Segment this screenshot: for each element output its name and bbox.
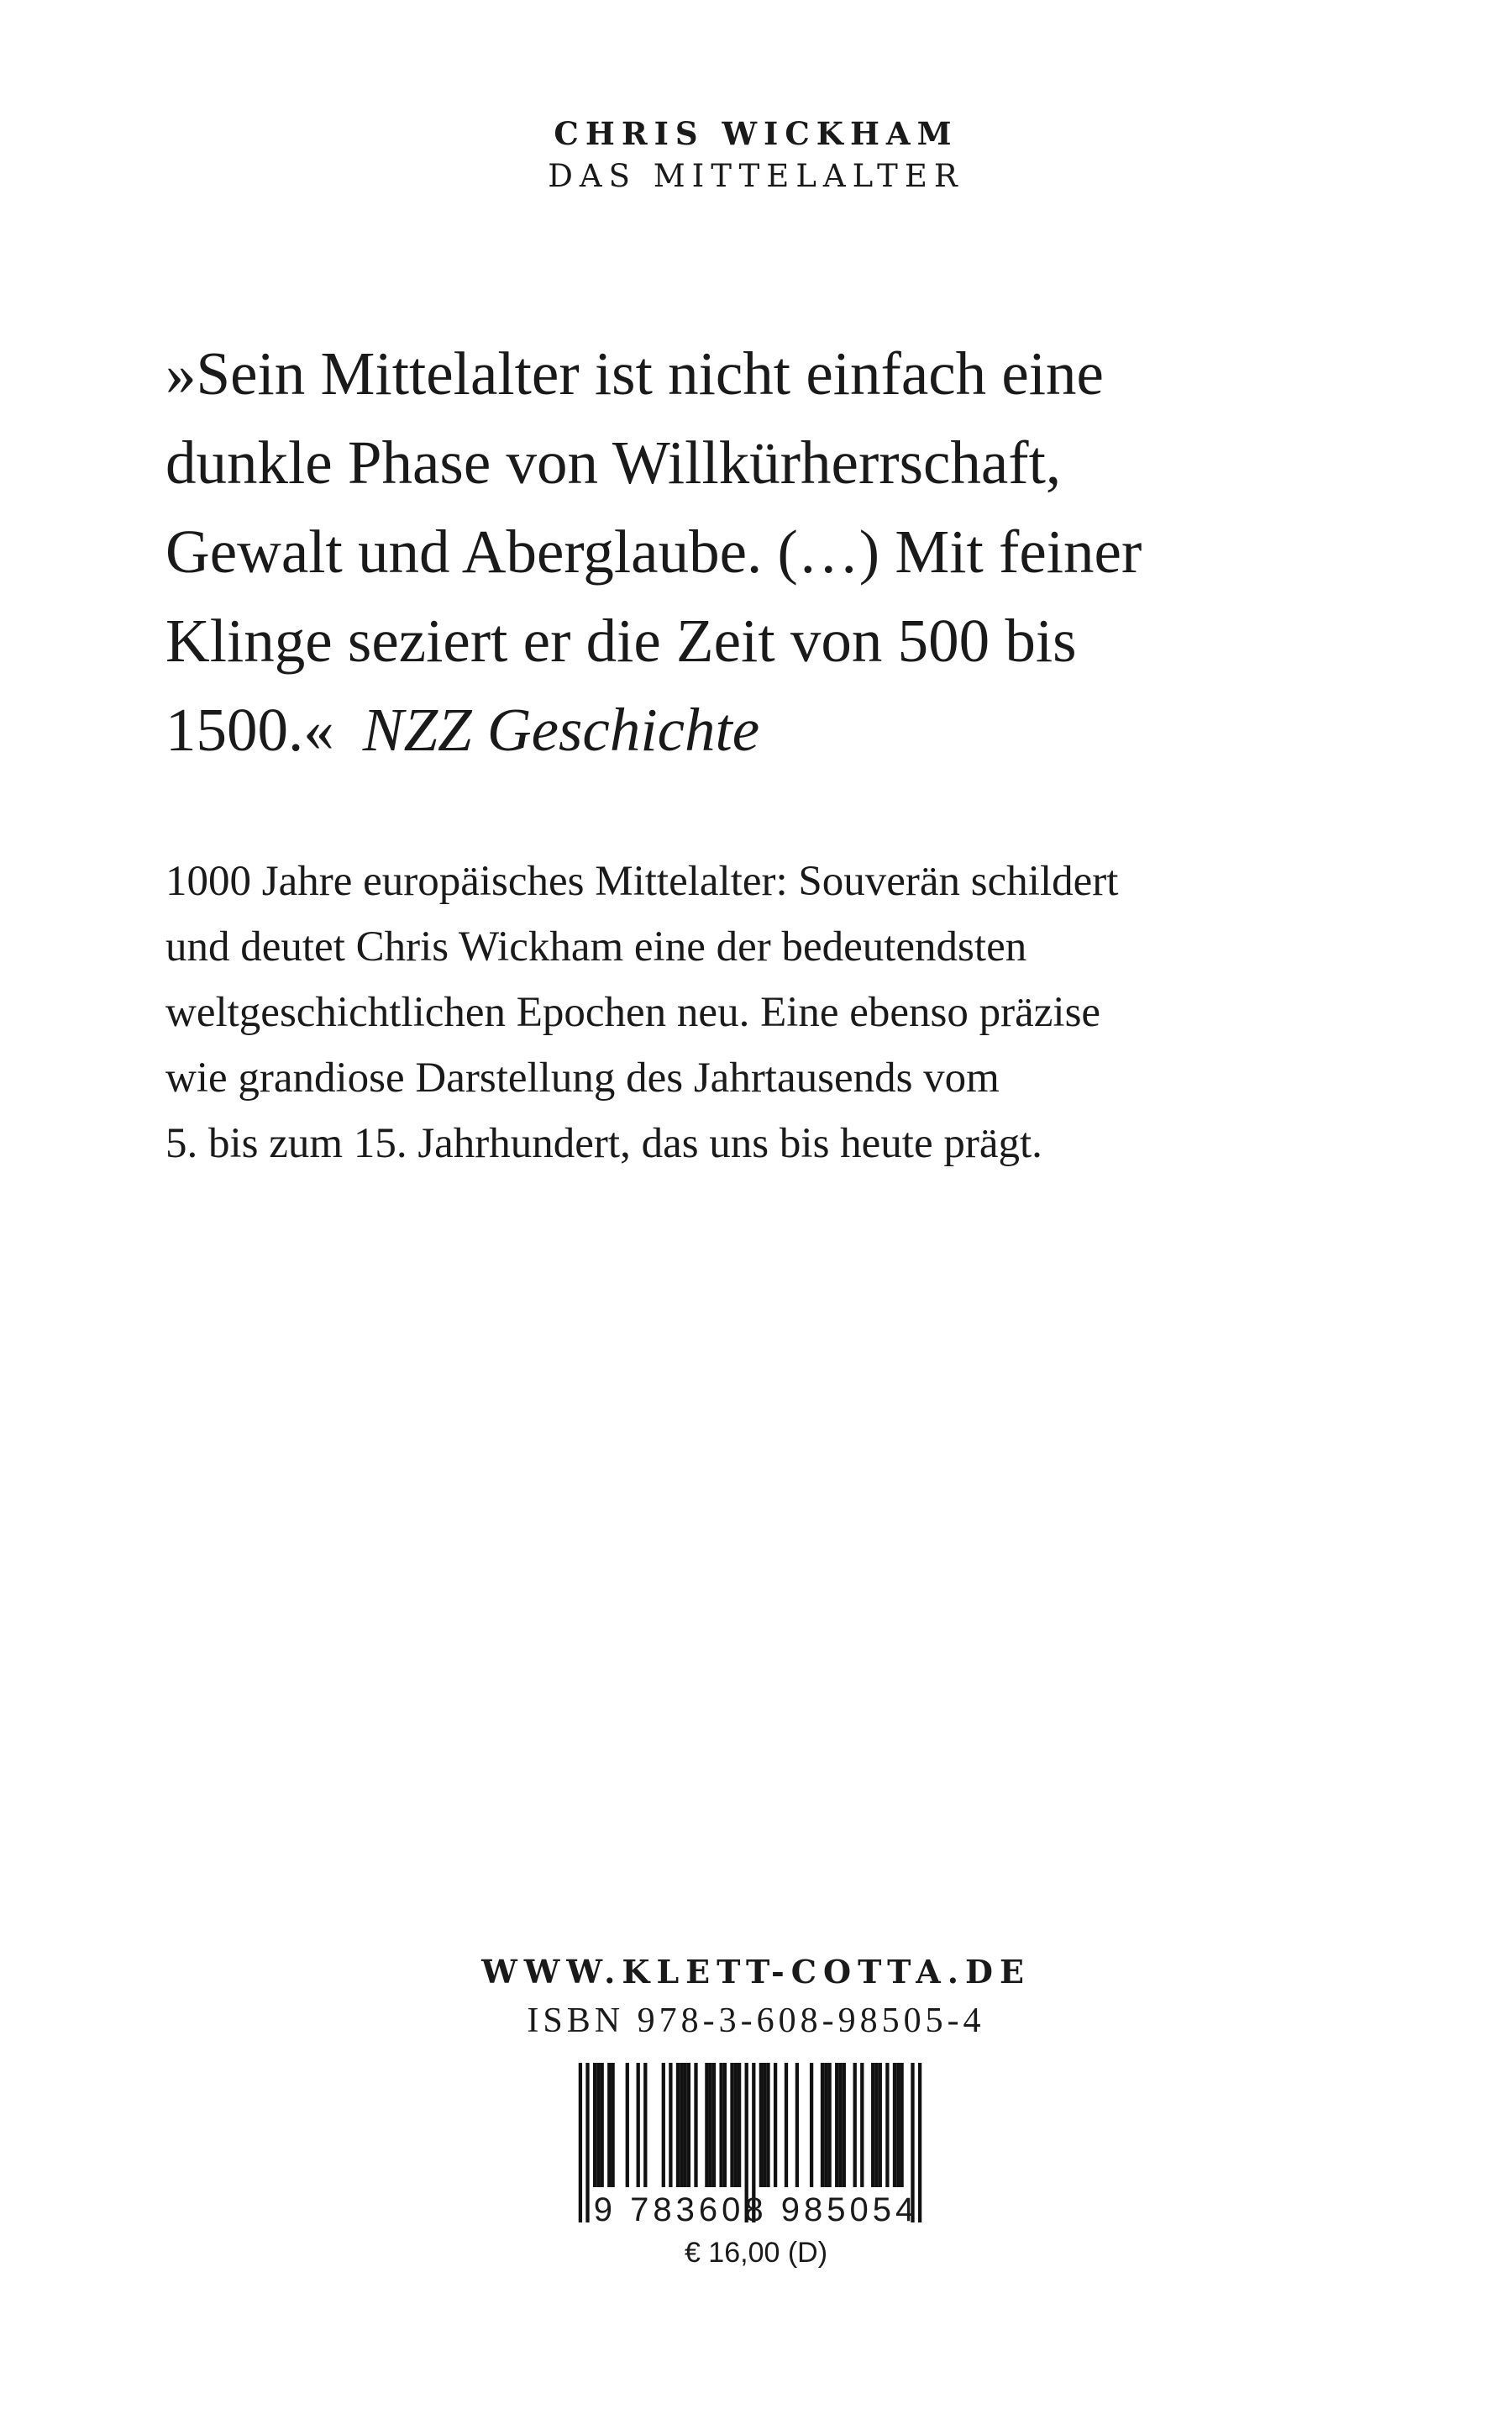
barcode-bar xyxy=(723,2063,727,2187)
barcode-bar xyxy=(680,2063,683,2187)
quote-source: NZZ Geschichte xyxy=(362,696,760,764)
barcode-bar xyxy=(683,2063,686,2187)
barcode-bar xyxy=(766,2063,769,2187)
barcode-bar xyxy=(827,2063,831,2187)
barcode-bar xyxy=(874,2063,878,2187)
barcode-bar xyxy=(879,2063,882,2187)
press-quote xyxy=(165,329,1409,775)
barcode-bar xyxy=(838,2063,842,2187)
barcode-bar xyxy=(821,2063,824,2187)
barcode-bar xyxy=(734,2063,738,2187)
barcode-bar xyxy=(763,2063,766,2187)
barcode-digits: 9 783608 985054 xyxy=(593,2191,919,2228)
author-name: CHRIS WICKHAM xyxy=(554,115,958,152)
barcode-bar xyxy=(893,2063,896,2187)
barcode-bar xyxy=(637,2063,640,2187)
footer xyxy=(0,1948,1512,2045)
barcode-bar xyxy=(759,2063,763,2187)
quote-line: »Sein Mittelalter ist nicht einfach eine xyxy=(165,339,1104,408)
barcode-bar xyxy=(593,2063,596,2187)
barcode-bar xyxy=(626,2063,629,2187)
quote-line: Klinge seziert er die Zeit von 500 bis xyxy=(165,607,1077,675)
barcode-bar xyxy=(738,2063,741,2187)
barcode-bar xyxy=(705,2063,708,2187)
barcode-bar xyxy=(730,2063,733,2187)
barcode-bar xyxy=(611,2063,614,2187)
barcode-bar xyxy=(669,2063,672,2187)
isbn-number: ISBN 978-3-608-98505-4 xyxy=(527,2001,985,2040)
barcode-bar xyxy=(860,2063,864,2187)
barcode-bar xyxy=(719,2063,722,2187)
barcode-bar xyxy=(885,2063,889,2187)
blurb-line: 1000 Jahre europäisches Mittelalter: Souverän schildert xyxy=(165,858,1119,905)
blurb-line: weltgeschichtlichen Epochen neu. Eine ebenso präzise xyxy=(165,989,1101,1036)
barcode-bar xyxy=(662,2063,665,2187)
book-blurb xyxy=(165,849,1425,1176)
barcode-bar xyxy=(687,2063,690,2187)
quote-line: 1500.« xyxy=(165,696,334,764)
barcode-bar xyxy=(900,2063,903,2187)
barcode-bar xyxy=(676,2063,680,2187)
barcode-bar xyxy=(694,2063,697,2187)
header xyxy=(0,111,1512,194)
barcode-bar xyxy=(853,2063,857,2187)
blurb-line: wie grandiose Darstellung des Jahrtausends vom xyxy=(165,1055,1000,1102)
quote-line: dunkle Phase von Willkürherrschaft, xyxy=(165,429,1062,497)
barcode-bar xyxy=(835,2063,838,2187)
barcode-bar xyxy=(607,2063,611,2187)
barcode-bar xyxy=(824,2063,827,2187)
blurb-line: 5. bis zum 15. Jahrhundert, das uns bis heute prägt. xyxy=(165,1120,1042,1167)
quote-line: Gewalt und Aberglaube. (…) Mit feiner xyxy=(165,518,1142,586)
barcode-bar xyxy=(596,2063,600,2187)
barcode-bar xyxy=(896,2063,900,2187)
barcode-bar xyxy=(709,2063,712,2187)
barcode-bar xyxy=(785,2063,788,2187)
barcode-bar xyxy=(843,2063,846,2187)
barcode-bar xyxy=(871,2063,874,2187)
quote-last-line xyxy=(165,686,1409,775)
blurb-line: und deutet Chris Wickham eine der bedeutendsten xyxy=(165,923,1027,970)
barcode-bar xyxy=(643,2063,647,2187)
price-label: € 16,00 (D) xyxy=(684,2237,828,2269)
barcode-bar xyxy=(601,2063,604,2187)
publisher-website: WWW.KLETT-COTTA.DE xyxy=(481,1953,1031,1991)
book-title: DAS MITTELALTER xyxy=(548,158,964,194)
barcode-bar xyxy=(774,2063,777,2187)
barcode-bar xyxy=(795,2063,799,2187)
barcode-bar xyxy=(810,2063,813,2187)
barcode-bar xyxy=(712,2063,716,2187)
